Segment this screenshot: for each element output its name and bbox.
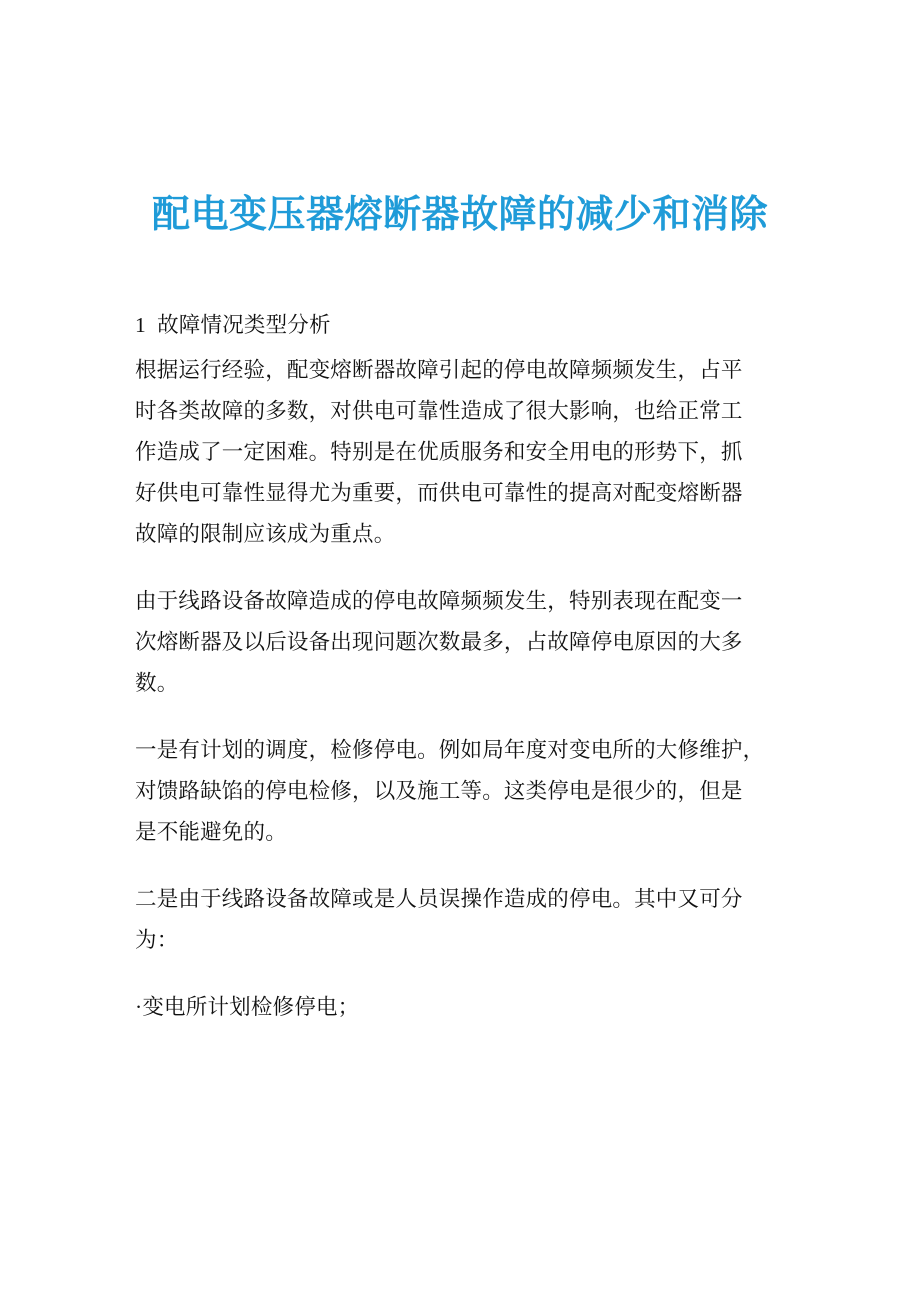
text-line: 一是有计划的调度，检修停电。例如局年度对变电所的大修维护， (135, 738, 765, 762)
text-line: 作造成了一定困难。特别是在优质服务和安全用电的形势下，抓 (135, 440, 743, 464)
text-line: 次熔断器及以后设备出现问题次数最多，占故障停电原因的大多 (135, 630, 743, 654)
heading (135, 305, 785, 346)
text-line: 对馈路缺馅的停电检修，以及施工等。这类停电是很少的，但是 (135, 779, 743, 803)
paragraph-1 (135, 350, 785, 555)
paragraph-2 (135, 581, 785, 704)
text-line: 由于线路设备故障造成的停电故障频频发生，特别表现在配变一 (135, 589, 743, 613)
text-line: 根据运行经验，配变熔断器故障引起的停电故障频频发生，占平 (135, 358, 743, 382)
text-line: 故障的限制应该成为重点。 (135, 522, 396, 546)
paragraph-3 (135, 730, 785, 853)
text-line: 数。 (135, 671, 179, 695)
text-line: 二是由于线路设备故障或是人员误操作造成的停电。其中又可分 (135, 887, 743, 911)
text-line: 时各类故障的多数，对供电可靠性造成了很大影响，也给正常工 (135, 399, 743, 423)
paragraph-5 (135, 987, 785, 1028)
document-body (135, 305, 785, 1028)
text-line: 为： (135, 928, 179, 952)
text-line: 是不能避免的。 (135, 820, 287, 844)
text-line: ·变电所计划检修停电； (135, 995, 360, 1019)
page-title: 配电变压器熔断器故障的减少和消除 (151, 192, 768, 236)
paragraph-4 (135, 879, 785, 961)
text-line: 1 故障情况类型分析 (135, 313, 331, 337)
text-line: 好供电可靠性显得尤为重要，而供电可靠性的提高对配变熔断器 (135, 481, 743, 505)
